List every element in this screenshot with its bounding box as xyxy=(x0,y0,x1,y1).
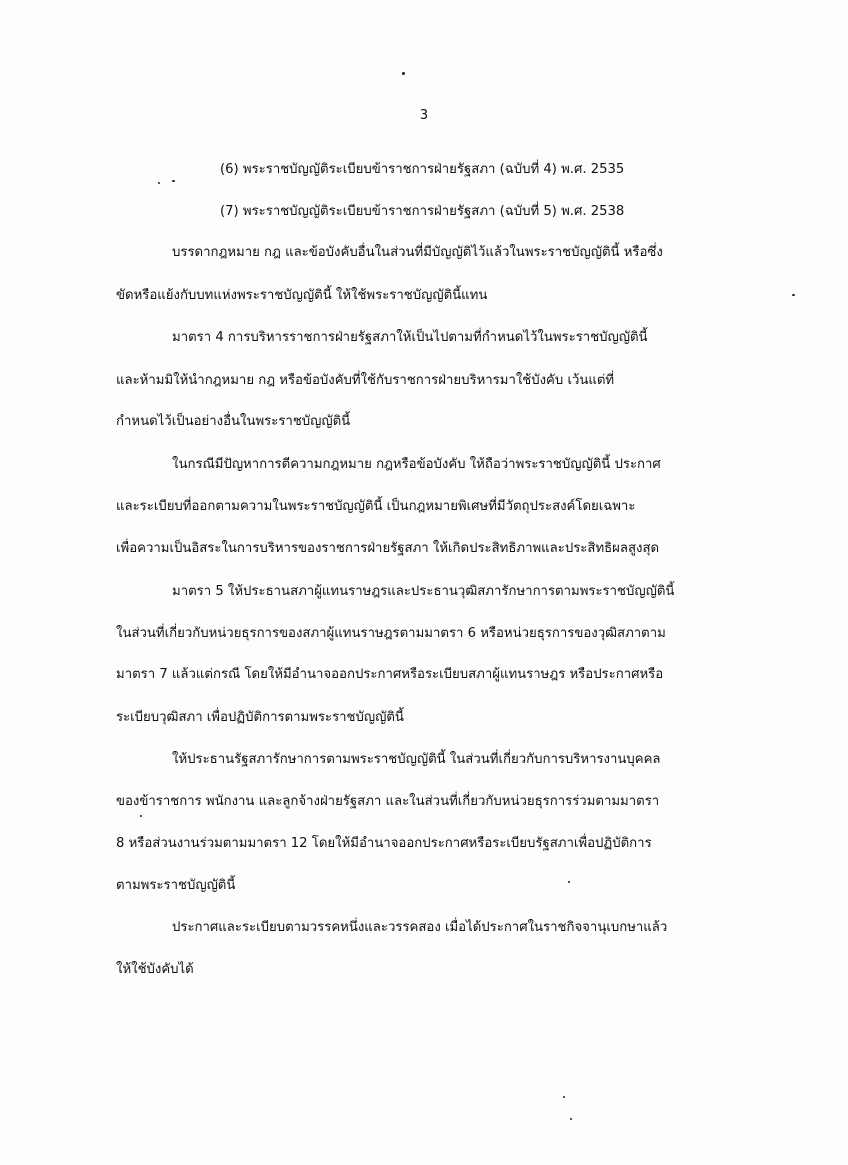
text-line-4: ขัดหรือแย้งกับบทแห่งพระราชบัญญัตินี้ ให้ใช้พระราชบัญญัตินี้แทน xyxy=(116,288,488,303)
scan-speck xyxy=(568,881,570,883)
scan-speck xyxy=(563,1096,565,1098)
scan-speck xyxy=(140,815,142,817)
text-line-5: มาตรา 4 การบริหารราชการฝ่ายรัฐสภาให้เป็นไปตามที่กำหนดไว้ในพระราชบัญญัตินี้ xyxy=(172,330,648,345)
text-line-14: ระเบียบวุฒิสภา เพื่อปฏิบัติการตามพระราชบัญญัตินี้ xyxy=(116,710,404,725)
scan-speck xyxy=(792,294,795,296)
text-line-15: ให้ประธานรัฐสภารักษาการตามพระราชบัญญัตินี้ ในส่วนที่เกี่ยวกับการบริหารงานบุคคล xyxy=(172,752,661,767)
text-line-16: ของข้าราชการ พนักงาน และลูกจ้างฝ่ายรัฐสภา และในส่วนที่เกี่ยวกับหน่วยธุรการร่วมตามมาตรา xyxy=(116,794,660,809)
text-line-8: ในกรณีมีปัญหาการตีความกฎหมาย กฎหรือข้อบังคับ ให้ถือว่าพระราชบัญญัตินี้ ประกาศ xyxy=(172,457,661,472)
scan-speck xyxy=(172,180,175,182)
text-line-11: มาตรา 5 ให้ประธานสภาผู้แทนราษฎรและประธานวุฒิสภารักษาการตามพระราชบัญญัตินี้ xyxy=(172,584,675,599)
text-line-20: ให้ใช้บังคับได้ xyxy=(116,962,194,977)
scan-speck xyxy=(158,182,160,184)
text-line-13: มาตรา 7 แล้วแต่กรณี โดยให้มีอำนาจออกประกาศหรือระเบียบสภาผู้แทนราษฎร หรือประกาศหรือ xyxy=(116,667,664,682)
text-line-18: ตามพระราชบัญญัตินี้ xyxy=(116,878,236,893)
text-line-7: กำหนดไว้เป็นอย่างอื่นในพระราชบัญญัตินี้ xyxy=(116,414,351,429)
text-line-12: ในส่วนที่เกี่ยวกับหน่วยธุรการของสภาผู้แทนราษฎรตามมาตรา 6 หรือหน่วยธุรการของวุฒิสภาตาม xyxy=(116,626,666,641)
text-line-3: บรรดากฎหมาย กฎ และข้อบังคับอื่นในส่วนที่มีบัญญัติไว้แล้วในพระราชบัญญัตินี้ หรือซึ่ง xyxy=(172,245,663,260)
text-line-9: และระเบียบที่ออกตามความในพระราชบัญญัตินี้ เป็นกฎหมายพิเศษที่มีวัตถุประสงค์โดยเฉพาะ xyxy=(116,499,636,514)
text-line-17: 8 หรือส่วนงานร่วมตามมาตรา 12 โดยให้มีอำนาจออกประกาศหรือระเบียบรัฐสภาเพื่อปฏิบัติการ xyxy=(116,836,652,851)
scan-speck xyxy=(570,1118,572,1120)
text-line-1: (6) พระราชบัญญัติระเบียบข้าราชการฝ่ายรัฐสภา (ฉบับที่ 4) พ.ศ. 2535 xyxy=(220,162,625,177)
text-line-6: และห้ามมิให้นำกฎหมาย กฎ หรือข้อบังคับที่ใช้กับราชการฝ่ายบริหารมาใช้บังคับ เว้นแต่ที่ xyxy=(116,373,615,388)
text-line-19: ประกาศและระเบียบตามวรรคหนึ่งและวรรคสอง เมื่อได้ประกาศในราชกิจจานุเบกษาแล้ว xyxy=(172,920,668,935)
text-line-10: เพื่อความเป็นอิสระในการบริหารของราชการฝ่ายรัฐสภา ให้เกิดประสิทธิภาพและประสิทธิผลสูงสุด xyxy=(116,541,660,556)
scan-speck xyxy=(402,72,405,75)
page-number: 3 xyxy=(419,108,429,123)
text-line-2: (7) พระราชบัญญัติระเบียบข้าราชการฝ่ายรัฐสภา (ฉบับที่ 5) พ.ศ. 2538 xyxy=(220,204,625,219)
